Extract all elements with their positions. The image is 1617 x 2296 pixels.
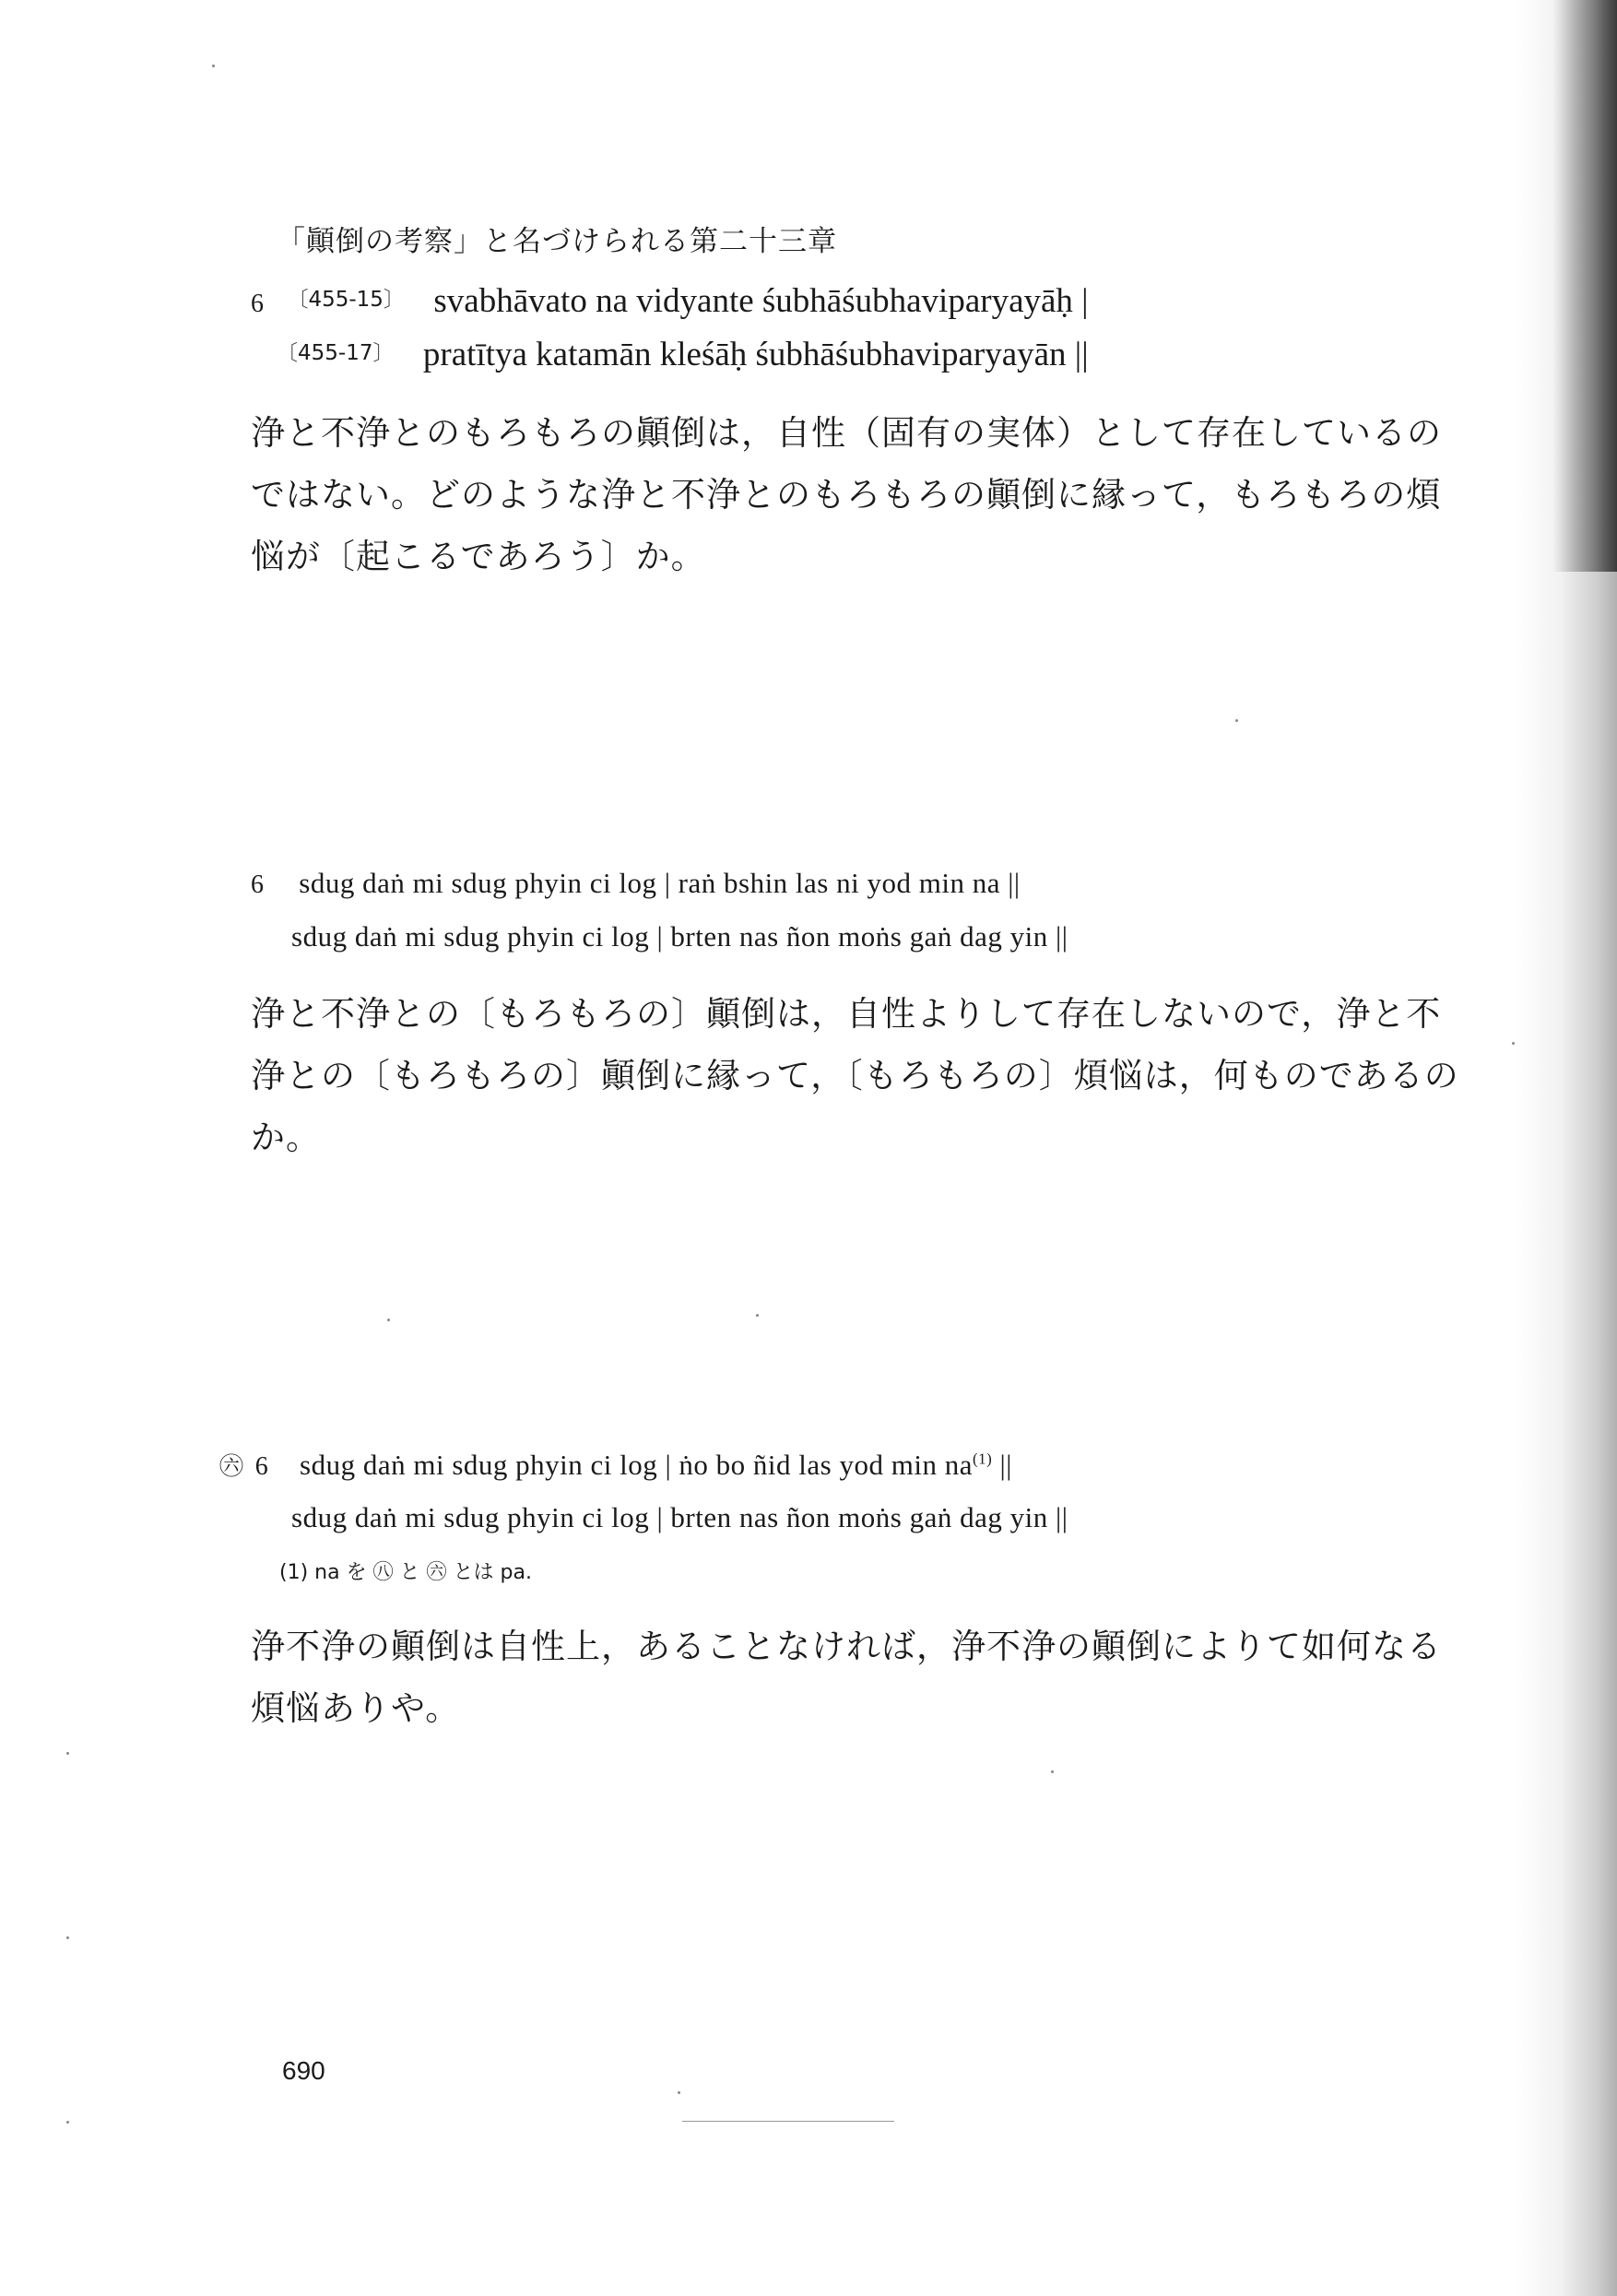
scan-speck (1235, 719, 1238, 722)
tibetan-2-translation: 浄不浄の顚倒は自性上，あることなければ，浄不浄の顚倒によりて如何なる煩悩ありや。 (251, 1627, 1442, 1728)
scan-edge-dark (1552, 0, 1617, 572)
tibetan-verse-line-2 (291, 920, 1068, 953)
scan-speck (212, 65, 215, 67)
tibetan-text: sdug daṅ mi sdug phyin ci log | brten nas ñon moṅs gaṅ dag yin || (291, 920, 1068, 953)
footnote: (1) na を ㊇ と ㊅ とは pa. (279, 1561, 532, 1584)
scan-speck (66, 1936, 69, 1939)
sanskrit-translation: 浄と不浄とのもろもろの顚倒は，自性（固有の実体）として存在しているのではない。どのような浄と不浄とのもろもろの顚倒に縁って，もろもろの煩悩が〔起こるであろう〕か。 (251, 413, 1442, 576)
verse-reference: 〔455-17〕 (277, 341, 395, 365)
sanskrit-text: svabhāvato na vidyante śubhāśubhaviparyayāḥ | (433, 282, 1089, 320)
scan-speck (756, 1314, 759, 1317)
footnote-marker: (1) (972, 1450, 993, 1468)
verse-number: 6 (251, 870, 265, 899)
verse-number: 6 (251, 290, 264, 318)
page-number: 690 (282, 2056, 325, 2085)
tibetan-text: sdug daṅ mi sdug phyin ci log | ṅo bo ñid las yod min na (300, 1449, 973, 1481)
tibetan-verse-line-1 (251, 867, 1021, 900)
verse-reference: 〔455-15〕 (287, 288, 405, 312)
scan-line-mark (682, 2121, 894, 2122)
edition-marker: ㊅ (219, 1453, 244, 1480)
scan-speck (387, 1319, 390, 1321)
verse-number: 6 (254, 1452, 269, 1481)
tibetan-2-verse-line-2 (291, 1501, 1068, 1534)
scan-speck (66, 2121, 69, 2124)
tibetan-text: sdug daṅ mi sdug phyin ci log | raṅ bshin las ni yod min na || (299, 867, 1021, 899)
scan-speck (66, 1752, 69, 1755)
chapter-title: 「顚倒の考察」と名づけられる第二十三章 (277, 225, 837, 258)
tibetan-1-translation: 浄と不浄との〔もろもろの〕顚倒は，自性よりして存在しないので，浄と不浄との〔もろもろの〕顚倒に縁って，〔もろもろの〕煩悩は，何ものであるのか。 (251, 994, 1459, 1157)
scan-speck (1051, 1770, 1054, 1773)
tibetan-text-end: || (992, 1449, 1012, 1481)
tibetan-2-verse-line-1 (219, 1448, 1012, 1482)
scan-speck (1512, 1042, 1515, 1045)
scan-speck (678, 2091, 680, 2094)
sanskrit-text: pratītya katamān kleśāḥ śubhāśubhaviparyayān || (422, 336, 1089, 373)
sanskrit-verse-line-1 (251, 281, 1089, 321)
tibetan-text: sdug daṅ mi sdug phyin ci log | brten nas ñon moṅs gaṅ dag yin || (291, 1501, 1068, 1533)
sanskrit-verse-line-2 (277, 335, 1089, 374)
